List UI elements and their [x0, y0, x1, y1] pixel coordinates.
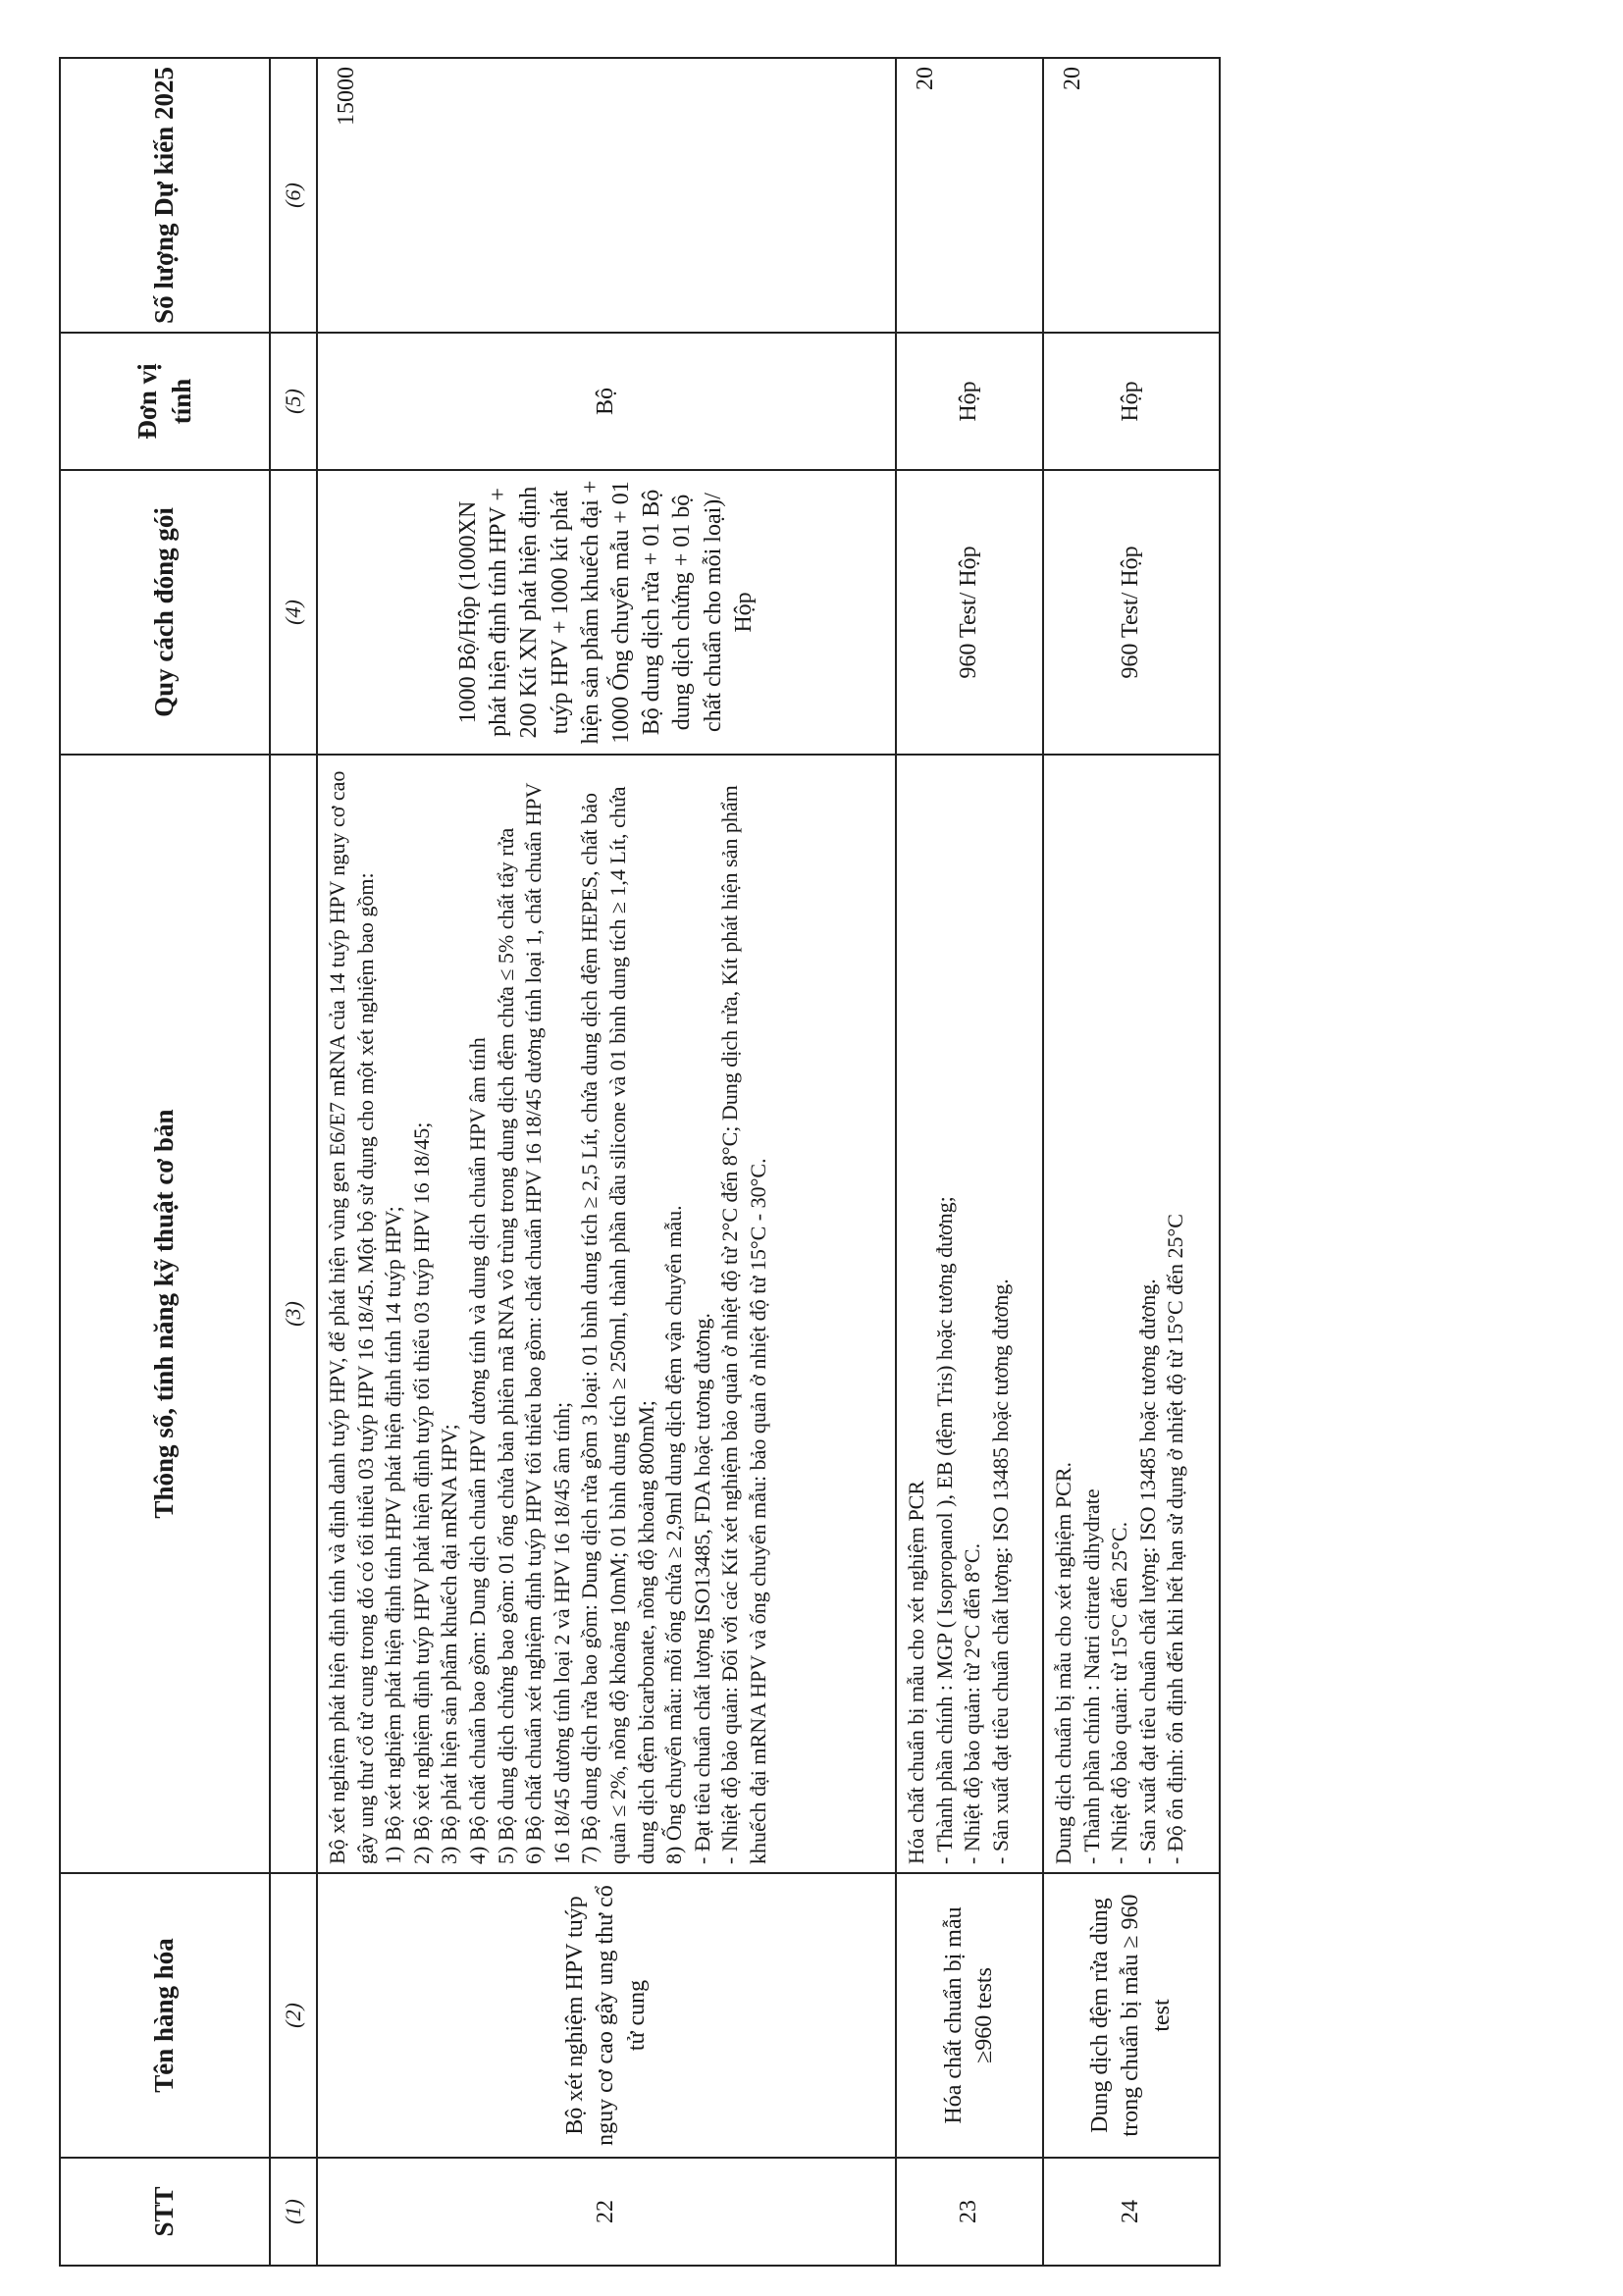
column-number: (4)	[270, 470, 317, 755]
row-unit: Hộp	[896, 333, 1043, 470]
spec-line: 1) Bộ xét nghiệm phát hiện định tính HPV phát hiện định tính 14 tuýp HPV;	[381, 1206, 406, 1864]
row-pack: 1000 Bộ/Hộp (1000XN phát hiện định tính HPV + 200 Kít XN phát hiện định tuýp HPV + 1000 kít phát hiện sản phẩm khuếch đại + 1000 Ống chuyển mẫu + 01 Bộ dung dịch rửa + 01 Bộ dung dịch chứng + 01 bộ chất chuẩn cho mỗi loại)/ Hộp	[317, 470, 896, 755]
column-number: (2)	[270, 1873, 317, 2158]
spec-line: 7) Bộ dung dịch rửa bao gồm: Dung dịch rửa gồm 3 loại: 01 bình dung tích ≥ 2,5 Lít, chứa dung dịch đệm HEPES, chất bảo quản ≤ 2%, nồng độ khoảng 10mM; 01 bình dung tích ≥ 250ml, thành phần dầu silicone và 01 bình dung tích ≥ 1,4 Lít, chứa dung dịch đệm bicarbonate, nồng độ khoảng 800mM;	[577, 786, 658, 1864]
column-number: (3)	[270, 755, 317, 1873]
column-number: (6)	[270, 58, 317, 333]
header-row	[60, 58, 270, 2266]
row-stt: 24	[1043, 2158, 1220, 2266]
spec-line: Dung dịch chuẩn bị mẫu cho xét nghiệm PCR.	[1051, 1462, 1075, 1864]
spec-line: - Thành phần chính : MGP ( Isopropanol ), EB (đệm Tris) hoặc tương đương;	[931, 1196, 957, 1864]
row-unit: Hộp	[1043, 333, 1220, 470]
spec-line: 2) Bộ xét nghiệm định tuýp HPV phát hiện định tuýp tối thiểu 03 tuýp HPV 16 18/45;	[408, 1122, 434, 1864]
row-qty: 15000	[317, 58, 896, 333]
header-name: Tên hàng hóa	[60, 1873, 270, 2158]
row-name: Hóa chất chuẩn bị mẫu ≥960 tests	[896, 1873, 1043, 2158]
spec-line: - Nhiệt độ bảo quản: từ 15°C đến 25°C.	[1107, 1521, 1132, 1864]
spec-line: Hóa chất chuẩn bị mẫu cho xét nghiệm PCR	[904, 1480, 928, 1864]
table-row	[317, 58, 896, 2266]
row-stt: 23	[896, 2158, 1043, 2266]
spec-line: 3) Bộ phát hiện sản phẩm khuếch đại mRNA HPV;	[437, 1424, 462, 1864]
header-pack: Quy cách đóng gói	[60, 470, 270, 755]
column-number-row	[270, 58, 317, 2266]
header-stt: STT	[60, 2158, 270, 2266]
row-spec	[896, 755, 1043, 1873]
spec-line: 8) Ống chuyển mẫu: mỗi ống chứa ≥ 2,9ml dung dịch đệm vận chuyển mẫu.	[661, 1205, 687, 1864]
header-spec: Thông số, tính năng kỹ thuật cơ bản	[60, 755, 270, 1873]
table-row	[896, 58, 1043, 2266]
spec-line: 4) Bộ chất chuẩn bao gồm: Dung dịch chuẩn HPV dương tính và dung dịch chuẩn HPV âm tính	[464, 1037, 490, 1864]
row-pack: 960 Test/ Hộp	[896, 470, 1043, 755]
spec-line: - Sản xuất đạt tiêu chuẩn chất lượng: ISO 13485 hoặc tương đương.	[1134, 1278, 1160, 1864]
goods-spec-table	[59, 57, 1221, 2267]
spec-line: 5) Bộ dung dịch chứng bao gồm: 01 ống chứa bản phiên mã RNA vô trùng trong dung dịch đệm chứa ≤ 5% chất tẩy rửa	[493, 827, 518, 1864]
column-number: (1)	[270, 2158, 317, 2266]
row-name: Bộ xét nghiệm HPV tuýp nguy cơ cao gây ung thư cổ tử cung	[317, 1873, 896, 2158]
row-qty: 20	[896, 58, 1043, 333]
spec-line: - Sản xuất đạt tiêu chuẩn chất lượng: ISO 13485 hoặc tương đương.	[987, 1278, 1013, 1864]
table-sheet	[59, 59, 1564, 2267]
spec-line: - Đạt tiêu chuẩn chất lượng ISO13485, FDA hoặc tương đương.	[689, 1313, 714, 1864]
row-qty: 20	[1043, 58, 1220, 333]
spec-line: Bộ xét nghiệm phát hiện định tính và định danh tuýp HPV, để phát hiện vùng gen E6/E7 mRNA của 14 tuýp HPV nguy cơ cao gây ung thư cổ tử cung trong đó có tối thiểu 03 tuýp HPV 16 18/45. Một bộ sử dụng cho một xét nghiệm bao gồm:	[325, 770, 378, 1864]
row-unit: Bộ	[317, 333, 896, 470]
spec-line: - Thành phần chính : Natri citrate dihydrate	[1078, 1488, 1104, 1864]
row-stt: 22	[317, 2158, 896, 2266]
spec-line: - Độ ổn định: ổn định đến khi hết hạn sử dụng ở nhiệt độ từ 15°C đến 25°C	[1163, 1214, 1188, 1864]
row-name: Dung dịch đệm rửa dùng trong chuẩn bị mẫu ≥ 960 test	[1043, 1873, 1220, 2158]
row-pack: 960 Test/ Hộp	[1043, 470, 1220, 755]
rotated-page	[59, 59, 1564, 2267]
row-spec	[1043, 755, 1220, 1873]
header-unit: Đơn vị tính	[60, 333, 270, 470]
header-qty: Số lượng Dự kiến 2025	[60, 58, 270, 333]
table-row	[1043, 58, 1220, 2266]
column-number: (5)	[270, 333, 317, 470]
spec-line: - Nhiệt độ bảo quản: Đối với các Kít xét nghiệm bảo quản ở nhiệt độ từ 2°C đến 8°C; Dung dịch rửa, Kít phát hiện sản phẩm khuếch đại mRNA HPV và ống chuyển mẫu: bảo quản ở nhiệt độ từ 15°C - 30°C.	[717, 785, 770, 1864]
row-spec	[317, 755, 896, 1873]
spec-line: - Nhiệt độ bảo quản: từ 2°C đến 8°C.	[960, 1542, 985, 1864]
spec-line: 6) Bộ chất chuẩn xét nghiệm định tuýp HPV tối thiểu bao gồm: chất chuẩn HPV 16 18/45 dương tính loại 1, chất chuẩn HPV 16 18/45 dương tính loại 2 và HPV 16 18/45 âm tính;	[521, 782, 574, 1864]
